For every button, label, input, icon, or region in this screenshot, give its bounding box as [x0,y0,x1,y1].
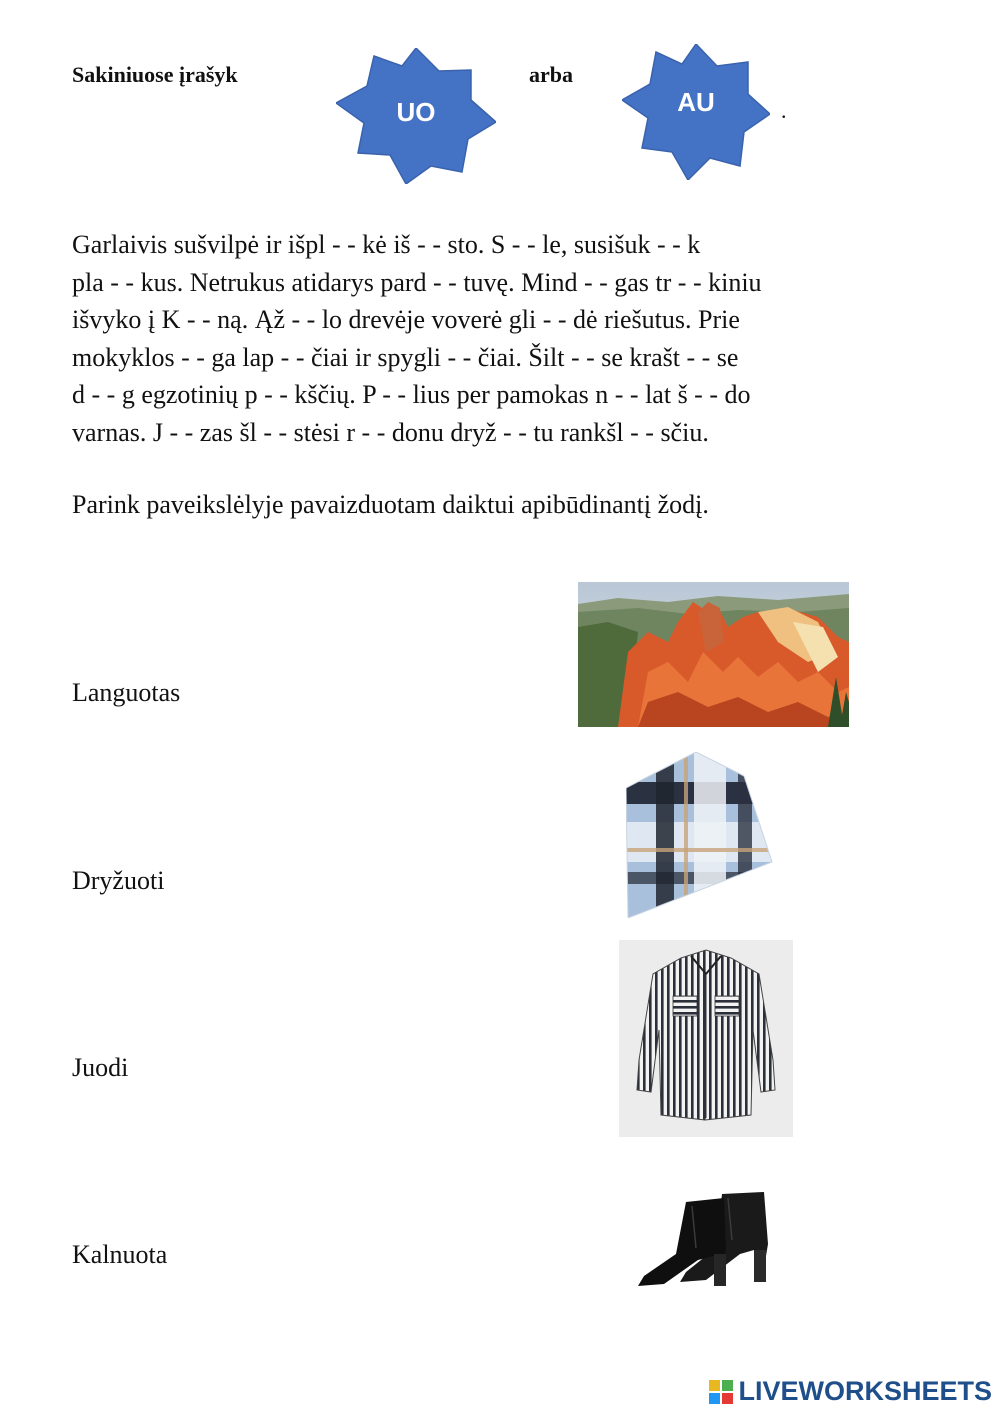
connector-word: arba [529,62,573,87]
star-uo [336,48,496,184]
paragraph-line: mokyklos - - ga lap - - čiai ir spygli - - čiai. Šilt - - se krašt - - se [72,342,739,372]
paragraph-line: pla - - kus. Netrukus atidarys pard - - tuvę. Mind - - gas tr - - kiniu [72,267,762,297]
star-au-label: AU [677,86,715,117]
star-au [622,44,770,180]
word-languotas[interactable]: Languotas [72,678,181,707]
canyon-image[interactable] [578,582,849,727]
task2-instruction: Parink paveikslėlyje pavaizduotam daiktui apibūdinantį žodį. [72,490,709,519]
fill-in-paragraph [72,226,932,451]
header-period: . [781,98,787,123]
black-boots-image[interactable] [636,1188,772,1288]
liveworksheets-logo-icon [708,1379,734,1405]
word-dryzuoti[interactable]: Dryžuoti [72,866,165,895]
paragraph-line: išvyko į K - - ną. Ąž - - lo drevėje voverė gli - - dė riešutus. Prie [72,305,740,334]
word-juodi[interactable]: Juodi [72,1053,129,1082]
star-uo-label: UO [396,96,436,127]
plaid-scarf-image[interactable] [626,752,776,918]
paragraph-line: d - - g egzotinių p - - kščių. P - - lius per pamokas n - - lat š - - do [72,380,751,409]
paragraph-line: Garlaivis sušvilpė ir išpl - - kė iš - - sto. S - - le, susišuk - - k [72,230,701,259]
striped-shirt-image[interactable] [619,940,793,1137]
brand-name: LIVEWORKSHEETS [738,1376,992,1406]
liveworksheets-brand [708,1376,992,1407]
instruction-heading: Sakiniuose įrašyk [72,62,238,87]
paragraph-line: varnas. J - - zas šl - - stėsi r - - donu dryž - - tu rankšl - - sčiu. [72,417,709,447]
word-kalnuota[interactable]: Kalnuota [72,1240,168,1269]
